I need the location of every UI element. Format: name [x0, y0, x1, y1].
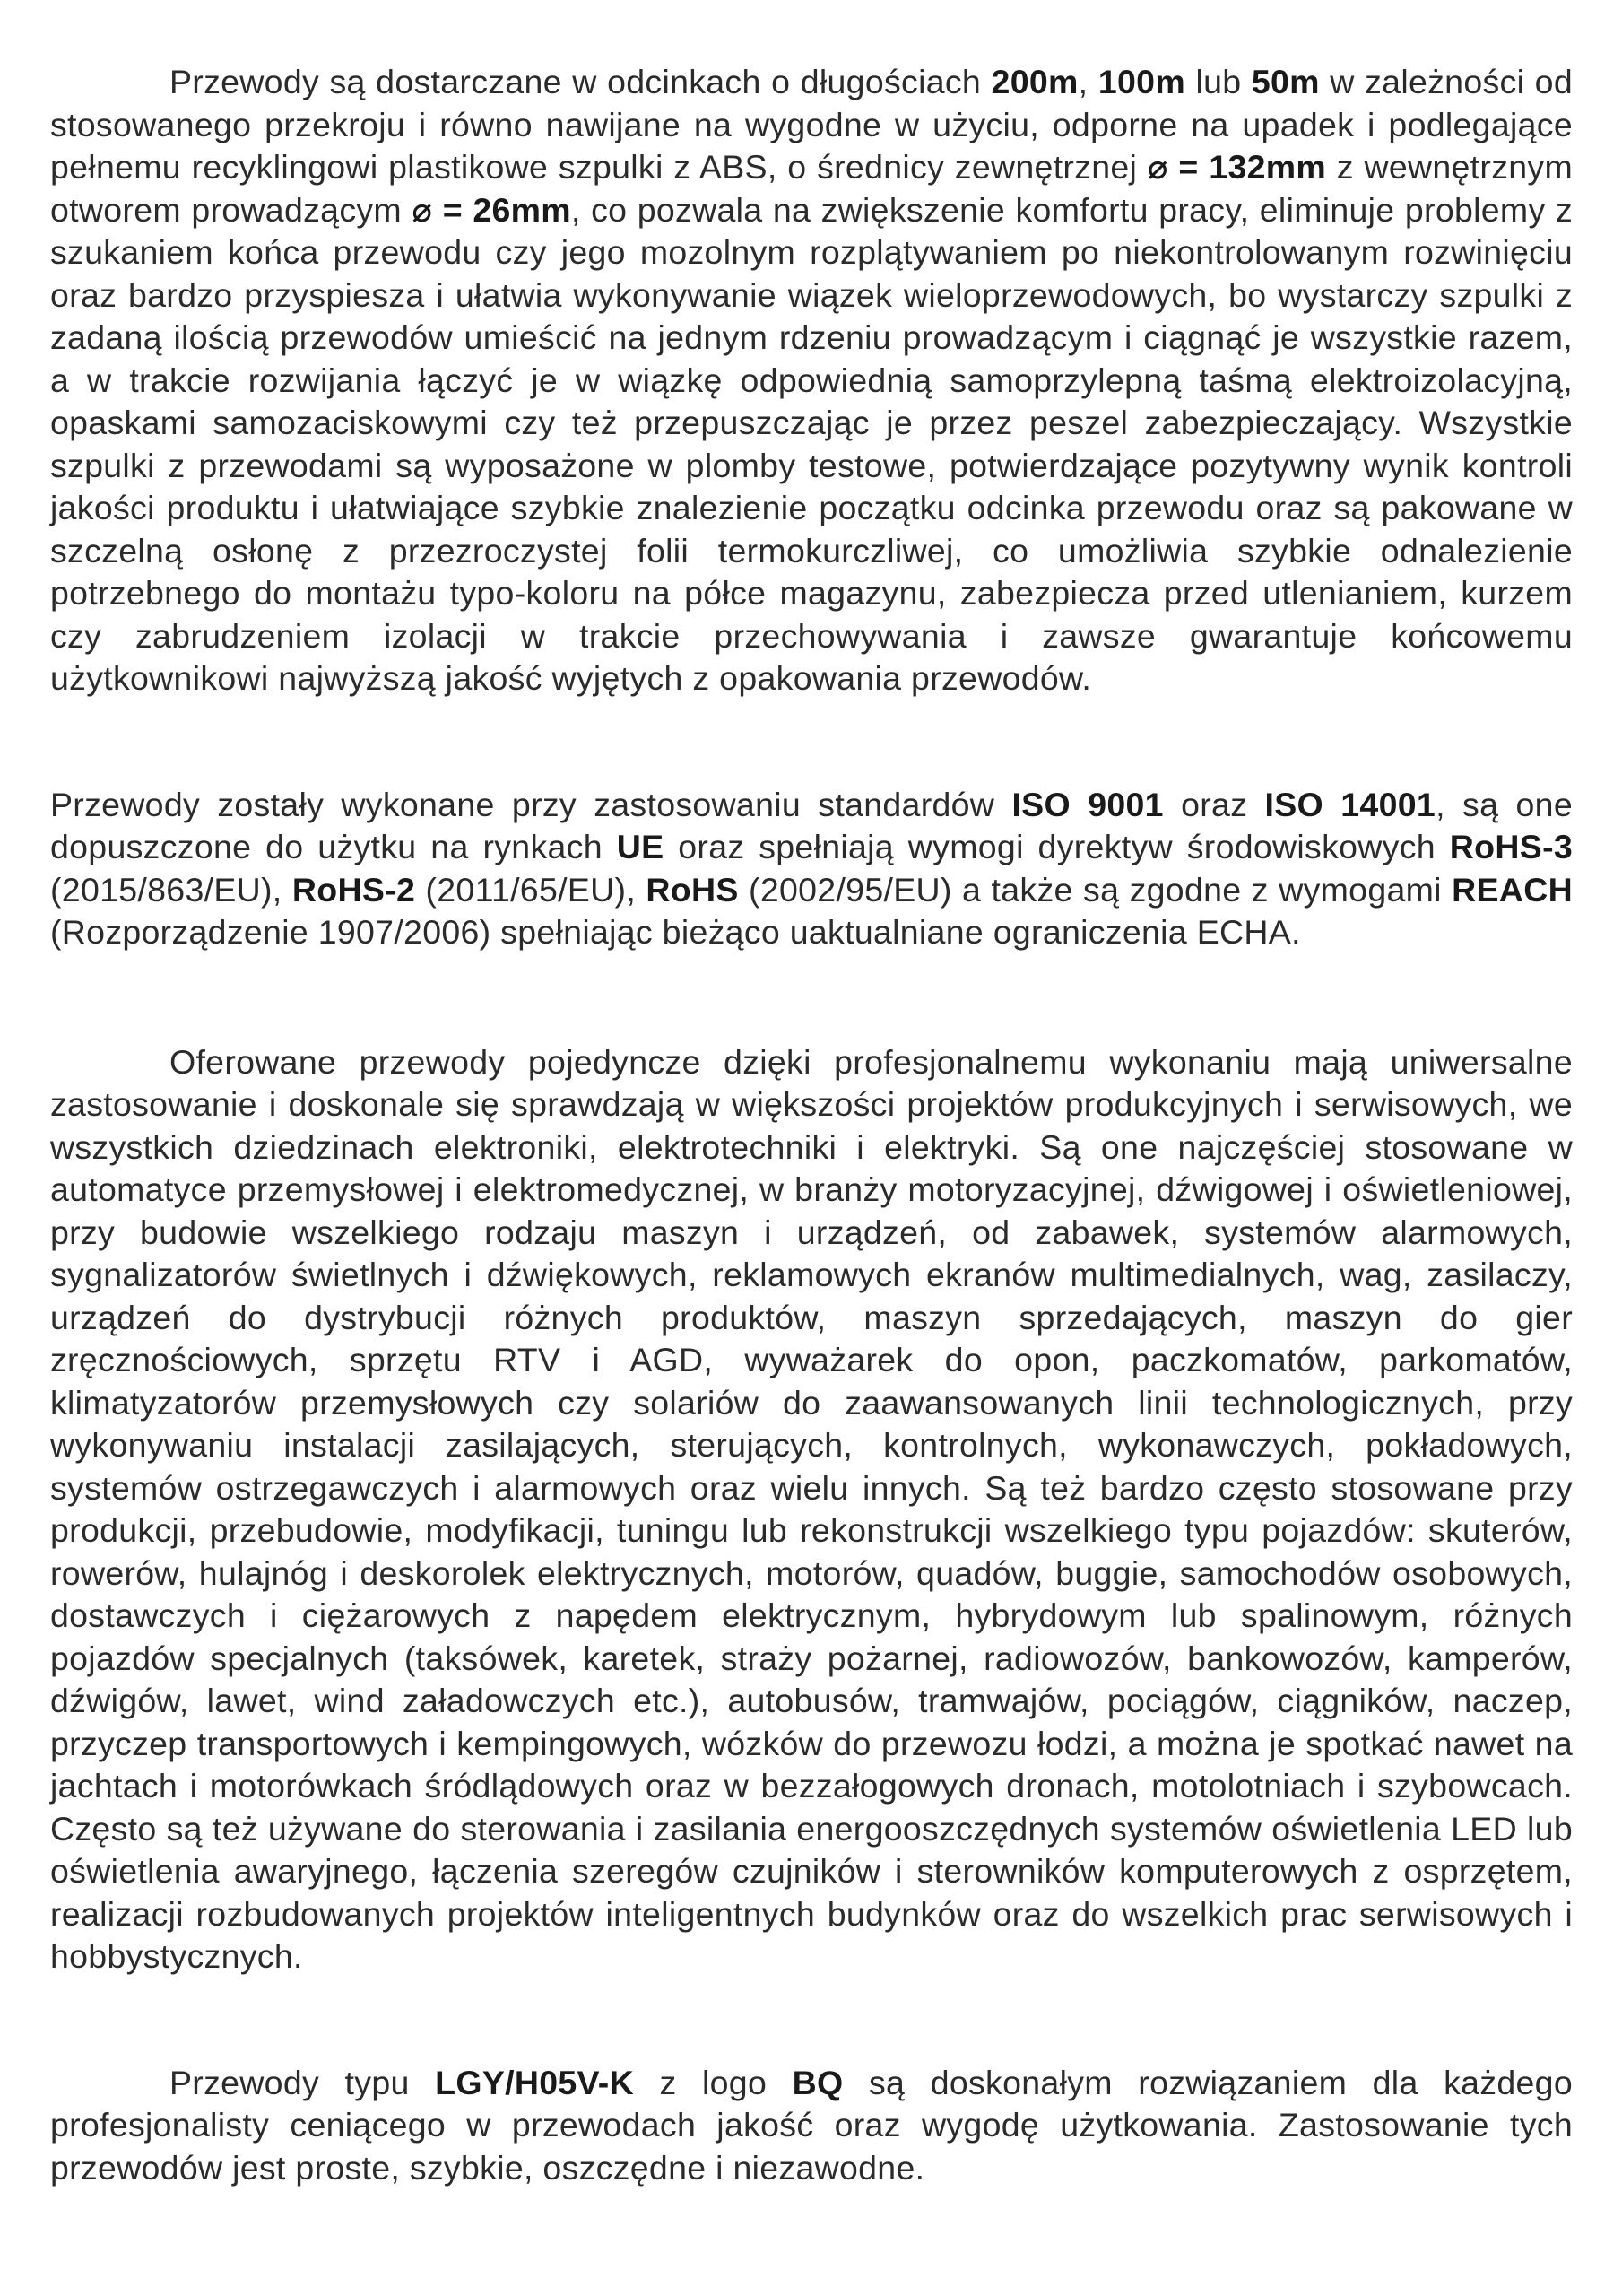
- paragraph-applications: [50, 1041, 1573, 1979]
- length-100m: 100m: [1097, 63, 1185, 100]
- text-run: lub: [1184, 63, 1252, 100]
- text-run: (2002/95/EU) a także są zgodne z wymogami: [738, 870, 1453, 909]
- text-run: Oferowane przewody pojedyncze dzięki profesjonalnemu wykonaniu mają uniwersalne zastosowanie i doskonale się sprawdzają w większości projektów produkcyjnych i serwisowych, we wszystkich dziedzinach elektroniki, elektrotechniki i elektryki. Są one najczęściej stosowane w automatyce przemysłowej i elektromedycznej, w branży motoryzacyjnej, dźwigowej i oświetleniowej, przy budowie wszelkiego rodzaju maszyn i urządzeń, od zabawek, systemów alarmowych, sygnalizatorów świetlnych i dźwiękowych, reklamowych ekranów multimedialnych, wag, zasilaczy, urządzeń do dystrybucji różnych produktów, maszyn sprzedających, maszyn do gier zręcznościowych, sprzętu RTV i AGD, wyważarek do opon, paczkomatów, parkomatów, klimatyzatorów przemysłowych czy solariów do zaawansowanych linii technologicznych, przy wykonywaniu instalacji zasilających, sterujących, kontrolnych, wykonawczych, pokładowych, systemów ostrzegawczych i alarmowych oraz wielu innych. Są też bardzo często stosowane przy produkcji, przebudowie, modyfikacji, tuningu lub rekonstrukcji wszelkiego typu pojazdów: skuterów, rowerów, hulajnóg i deskorolek elektrycznych, motorów, quadów, buggie, samochodów osobowych, dostawczych i ciężarowych z napędem elektrycznym, hybrydowym lub spalinowym, różnych pojazdów specjalnych (taksówek, karetek, straży pożarnej, radiowozów, bankowozów, kamperów, dźwigów, lawet, wind załadowczych etc.), autobusów, tramwajów, pociągów, ciągników, naczep, przyczep transportowych i kempingowych, wózków do przewozu łodzi, a można je spotkać nawet na jachtach i motorówkach śródlądowych oraz w bezzałogowych dronach, motolotniach i szybowcach. Często są też używane do sterowania i zasilania energooszczędnych systemów oświetlenia LED lub oświetlenia awaryjnego, łączenia szeregów czujników i sterowników komputerowych z osprzętem, realizacji rozbudowanych projektów inteligentnych budynków oraz do wszelkich prac serwisowych i hobbystycznych.: [50, 1042, 1573, 1975]
- text-run: są doskonałym rozwiązaniem dla każdego profesjonalisty ceniącego w przewodach jakość oraz wygodę użytkowania. Zastosowanie tych przewodów jest proste, szybkie, oszczędne i niezawodne.: [50, 2063, 1573, 2187]
- length-50m: 50m: [1251, 63, 1320, 100]
- paragraph-spacer: [50, 1979, 1573, 2062]
- text-run: z logo: [633, 2063, 793, 2101]
- outer-diameter: ⌀ = 132mm: [1147, 148, 1327, 186]
- paragraph-spacer: [50, 700, 1573, 784]
- regulation-reach: REACH: [1452, 870, 1573, 909]
- standard-iso9001: ISO 9001: [1011, 785, 1164, 823]
- document-page: [50, 61, 1573, 2189]
- text-run: z wewnętrznym otworem prowadzącym: [50, 148, 1573, 229]
- length-200m: 200m: [991, 63, 1079, 100]
- text-run: Przewody zostały wykonane przy zastosowaniu standardów: [50, 785, 1012, 823]
- text-run: (2011/65/EU),: [415, 870, 646, 909]
- paragraph-spacer: [50, 954, 1573, 1041]
- text-run: ,: [1078, 63, 1098, 100]
- standard-iso14001: ISO 14001: [1264, 785, 1436, 823]
- directive-rohs3: RoHS-3: [1449, 828, 1574, 865]
- directive-rohs: RoHS: [646, 870, 739, 909]
- text-run: (2015/863/EU),: [50, 870, 292, 909]
- text-run: , co pozwala na zwiększenie komfortu pracy, eliminuje problemy z szukaniem końca przewodu czy jego mozolnym rozplątywaniem po niekontrolowanym rozwinięciu oraz bardzo przyspiesza i ułatwia wykonywanie wiązek wieloprzewodowych, bo wystarczy szpulki z zadaną ilością przewodów umieścić na jednym rdzeniu prowadzącym i ciągnąć je wszystkie razem, a w trakcie rozwijania łączyć je w wiązkę odpowiednią samoprzylepną taśmą elektroizolacyjną, opaskami samozaciskowymi czy też przepuszczając je przez peszel zabezpieczający. Wszystkie szpulki z przewodami są wyposażone w plomby testowe, potwierdzające pozytywny wynik kontroli jakości produktu i ułatwiające szybkie znalezienie początku odcinka przewodu oraz są pakowane w szczelną osłonę z przezroczystej folii termokurczliwej, co umożliwia szybkie odnalezienie potrzebnego do montażu typo-koloru na półce magazynu, zabezpiecza przed utlenianiem, kurzem czy zabrudzeniem izolacji w trakcie przechowywania i zawsze gwarantuje końcowemu użytkownikowi najwyższą jakość wyjętych z opakowania przewodów.: [50, 190, 1574, 697]
- text-run: oraz: [1163, 785, 1265, 823]
- text-run: Przewody typu: [169, 2063, 436, 2101]
- text-run: w zależności od stosowanego przekroju i równo nawijane na wygodne w użyciu, odporne na upadek i podlegające pełnemu recyklingowi plastikowe szpulki z ABS, o średnicy zewnętrznej: [50, 63, 1573, 186]
- brand-logo-text: BQ: [792, 2063, 844, 2101]
- market-ue: UE: [616, 828, 664, 865]
- paragraph-packaging: [50, 61, 1573, 700]
- directive-rohs2: RoHS-2: [291, 870, 416, 909]
- paragraph-standards: [50, 784, 1573, 954]
- text-run: Przewody są dostarczane w odcinkach o długościach: [169, 63, 992, 100]
- text-run: , są one dopuszczone do użytku na rynkach: [50, 785, 1573, 865]
- text-run: (Rozporządzenie 1907/2006) spełniając bieżąco uaktualniane ograniczenia ECHA.: [50, 913, 1301, 951]
- text-run: oraz spełniają wymogi dyrektyw środowiskowych: [664, 828, 1450, 865]
- paragraph-summary: [50, 2062, 1573, 2190]
- cable-type: LGY/H05V-K: [435, 2063, 634, 2101]
- inner-diameter: ⌀ = 26mm: [412, 190, 571, 229]
